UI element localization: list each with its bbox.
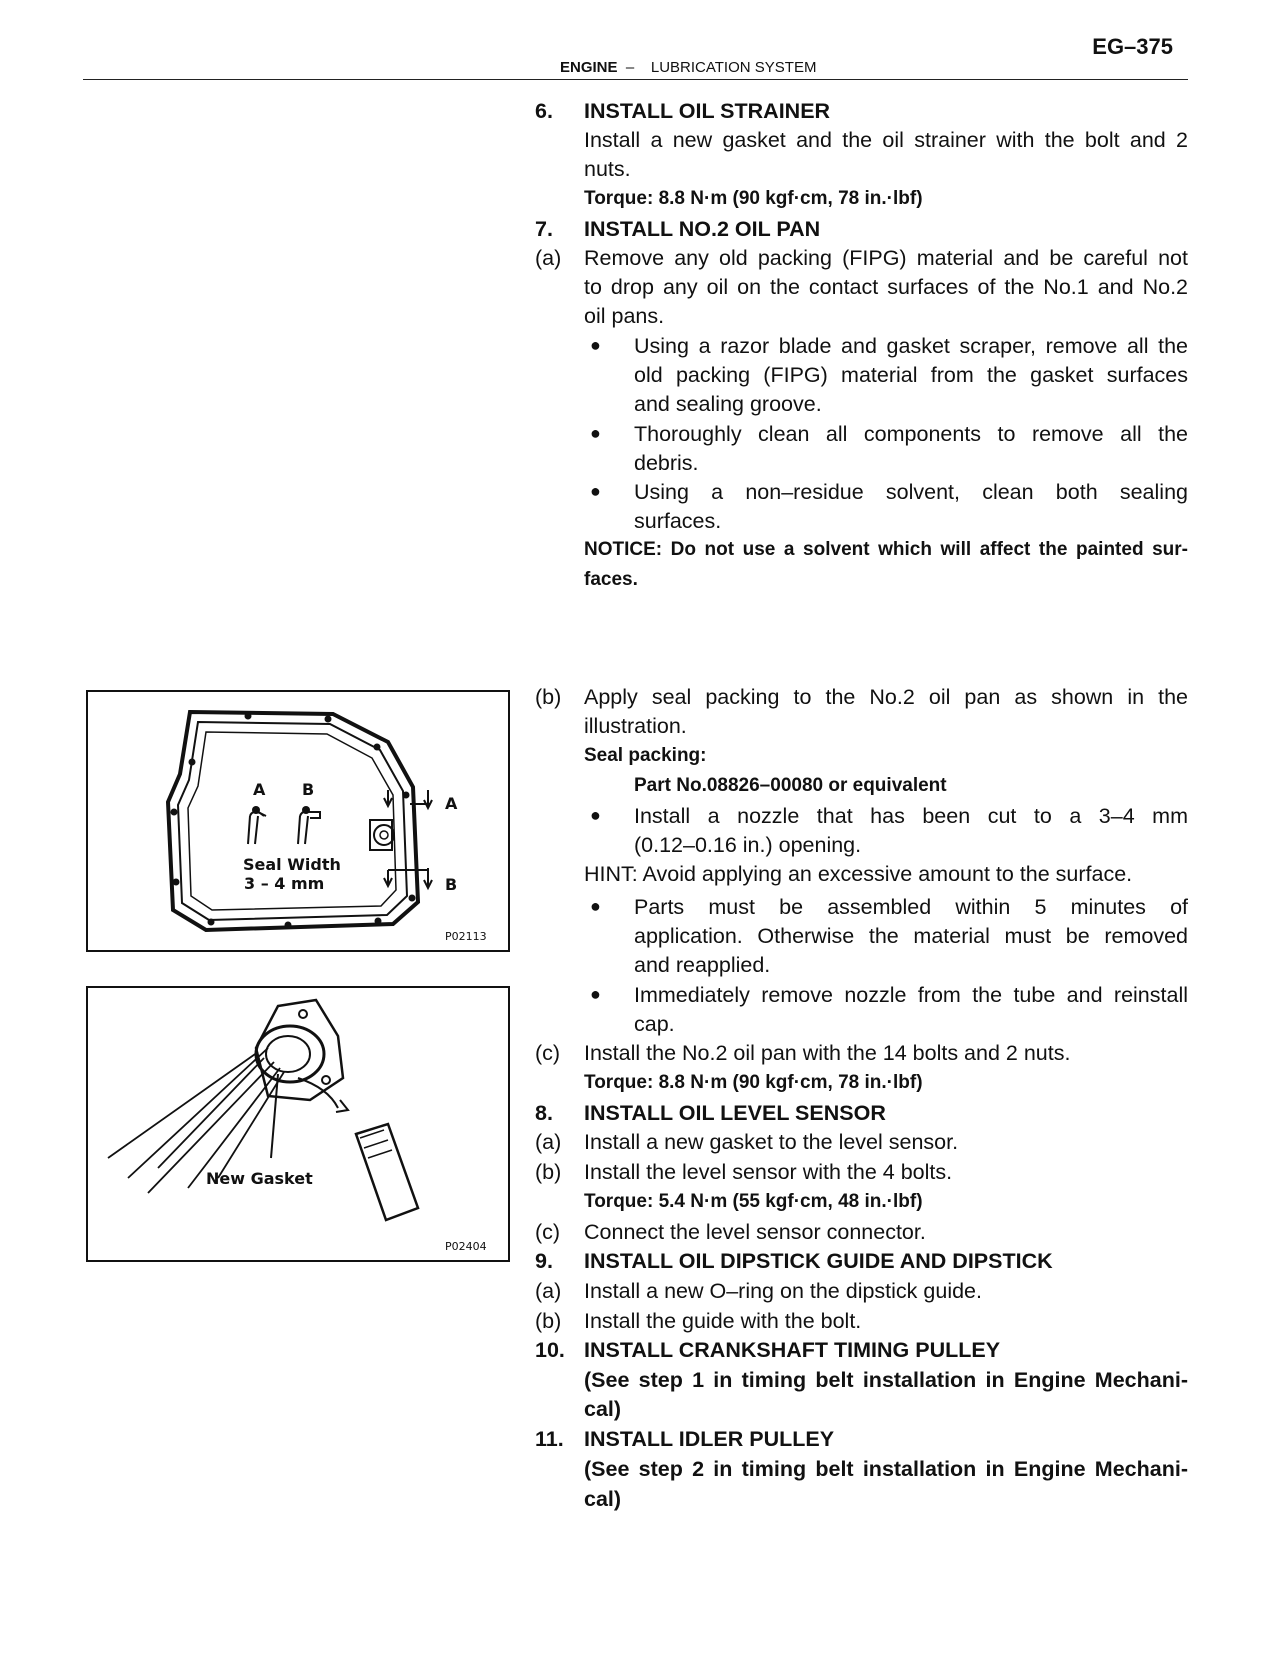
step-7a-text-line2: to drop any oil on the contact surfaces of the No.1 and No.2	[584, 275, 1188, 299]
step-8a-text: Install a new gasket to the level sensor.	[584, 1130, 959, 1154]
step-6-text-line1: Install a new gasket and the oil strainer with the bolt and 2	[584, 128, 1188, 152]
section-subtitle: – LUBRICATION SYSTEM	[617, 59, 817, 76]
bullet-4-line1: Install a nozzle that has been cut to a 3–4 mm	[634, 804, 1188, 828]
bullet-3-line2: surfaces.	[634, 509, 722, 533]
bullet-icon: ●	[590, 805, 601, 825]
step-7b-text-line2: illustration.	[584, 714, 687, 738]
step-6-number: 6.	[535, 99, 553, 123]
step-10-title: INSTALL CRANKSHAFT TIMING PULLEY	[584, 1338, 1001, 1362]
step-7c-text: Install the No.2 oil pan with the 14 bolts and 2 nuts.	[584, 1041, 1071, 1065]
fig1-seal-width-line2: 3 – 4 mm	[244, 874, 325, 893]
bullet-icon: ●	[590, 481, 601, 501]
figure-oil-pan-seal	[86, 690, 510, 952]
bullet-5-line1: Parts must be assembled within 5 minutes of	[634, 895, 1188, 919]
notice-line1: NOTICE: Do not use a solvent which will affect the painted sur-	[584, 539, 1188, 560]
bullet-4-line2: (0.12–0.16 in.) opening.	[634, 833, 862, 857]
step-11-ref-line1: (See step 2 in timing belt installation in Engine Mechani-	[584, 1457, 1188, 1481]
step-8-torque: Torque: 5.4 N·m (55 kgf·cm, 48 in.·lbf)	[584, 1191, 923, 1212]
bullet-6-line1: Immediately remove nozzle from the tube and reinstall	[634, 983, 1188, 1007]
step-9a-label: (a)	[535, 1279, 562, 1303]
step-10-ref-line2: cal)	[584, 1397, 622, 1421]
step-8b-label: (b)	[535, 1160, 562, 1184]
bullet-6-line2: cap.	[634, 1012, 675, 1036]
fig1-code: P02113	[445, 930, 487, 943]
step-6-torque: Torque: 8.8 N·m (90 kgf·cm, 78 in.·lbf)	[584, 188, 923, 209]
bullet-1-line3: and sealing groove.	[634, 392, 822, 416]
step-8-number: 8.	[535, 1101, 553, 1125]
step-7-title: INSTALL NO.2 OIL PAN	[584, 217, 821, 241]
step-10-ref-line1: (See step 1 in timing belt installation in Engine Mechani-	[584, 1368, 1188, 1392]
bullet-1-line1: Using a razor blade and gasket scraper, remove all the	[634, 334, 1188, 358]
step-7a-text-line3: oil pans.	[584, 304, 665, 328]
step-7a-label: (a)	[535, 246, 562, 270]
step-9a-text: Install a new O–ring on the dipstick guide.	[584, 1279, 982, 1303]
fig1-label-b: B	[302, 780, 315, 799]
fig1-label-a-right: A	[445, 794, 458, 813]
step-11-number: 11.	[535, 1427, 564, 1451]
oil-pan-illustration	[88, 692, 508, 950]
bullet-3-line1: Using a non–residue solvent, clean both sealing	[634, 480, 1188, 504]
step-7-number: 7.	[535, 217, 553, 241]
section-engine: ENGINE	[560, 59, 618, 76]
step-11-title: INSTALL IDLER PULLEY	[584, 1427, 835, 1451]
step-9-number: 9.	[535, 1249, 553, 1273]
figure-level-sensor-gasket	[86, 986, 510, 1262]
step-7b-text-line1: Apply seal packing to the No.2 oil pan as shown in the	[584, 685, 1188, 709]
step-6	[535, 96, 553, 126]
header-rule	[83, 79, 1188, 80]
step-6-title: INSTALL OIL STRAINER	[584, 99, 831, 123]
step-8c-label: (c)	[535, 1220, 561, 1244]
notice-line2: faces.	[584, 569, 638, 590]
bullet-2-line2: debris.	[634, 451, 699, 475]
fig2-code: P02404	[445, 1240, 487, 1253]
bullet-1-line2: old packing (FIPG) material from the gasket surfaces	[634, 363, 1188, 387]
bullet-icon: ●	[590, 335, 601, 355]
fig1-seal-width-line1: Seal Width	[243, 855, 341, 874]
step-7c-label: (c)	[535, 1041, 561, 1065]
seal-packing-part-number: Part No.08826–00080 or equivalent	[634, 775, 947, 796]
step-8a-label: (a)	[535, 1130, 562, 1154]
step-9b-text: Install the guide with the bolt.	[584, 1309, 862, 1333]
level-sensor-illustration	[88, 988, 508, 1260]
section-header	[560, 59, 816, 76]
step-6-text-line2: nuts.	[584, 157, 631, 181]
step-7a-text-line1: Remove any old packing (FIPG) material and be careful not	[584, 246, 1188, 270]
fig1-label-a: A	[253, 780, 266, 799]
step-10-number: 10.	[535, 1338, 565, 1362]
bullet-icon: ●	[590, 896, 601, 916]
fig1-label-b-right: B	[445, 875, 458, 894]
step-8c-text: Connect the level sensor connector.	[584, 1220, 926, 1244]
page-number: EG–375	[1092, 34, 1173, 59]
bullet-icon: ●	[590, 984, 601, 1004]
fig2-label-new-gasket: New Gasket	[206, 1169, 313, 1188]
step-9b-label: (b)	[535, 1309, 562, 1333]
step-7c-torque: Torque: 8.8 N·m (90 kgf·cm, 78 in.·lbf)	[584, 1072, 923, 1093]
bullet-5-line3: and reapplied.	[634, 953, 771, 977]
step-9-title: INSTALL OIL DIPSTICK GUIDE AND DIPSTICK	[584, 1249, 1053, 1273]
bullet-5-line2: application. Otherwise the material must be removed	[634, 924, 1188, 948]
step-7b-label: (b)	[535, 685, 562, 709]
hint-text: HINT: Avoid applying an excessive amount to the surface.	[584, 862, 1133, 886]
step-8b-text: Install the level sensor with the 4 bolts.	[584, 1160, 953, 1184]
bullet-icon: ●	[590, 423, 601, 443]
bullet-2-line1: Thoroughly clean all components to remove all the	[634, 422, 1188, 446]
seal-packing-label: Seal packing:	[584, 745, 707, 766]
step-11-ref-line2: cal)	[584, 1487, 622, 1511]
step-8-title: INSTALL OIL LEVEL SENSOR	[584, 1101, 886, 1125]
